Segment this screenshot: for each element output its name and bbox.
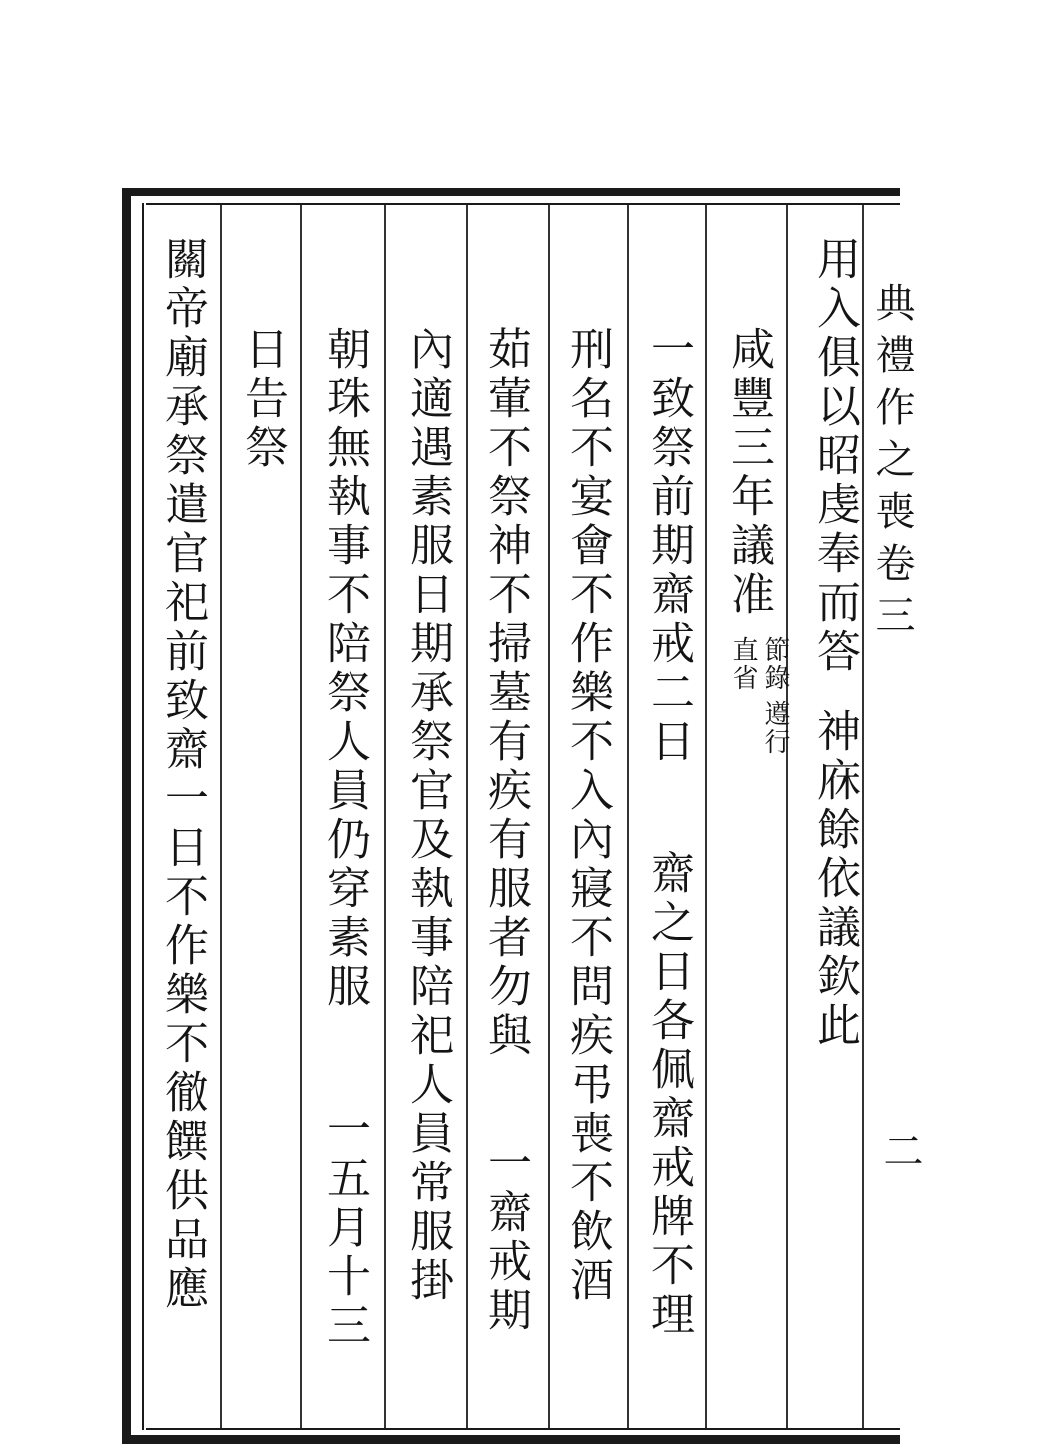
text-column-4: 刑名不宴會不作樂不入內寢不問疾弔喪不飲酒 [562, 326, 613, 1306]
text-column-8: 日告祭 [237, 326, 288, 473]
text-column-6: 內適遇素服日期承祭官及執事陪祀人員常服掛 [402, 326, 453, 1306]
inner-border-left [142, 203, 144, 1430]
column-rule [627, 205, 629, 1428]
column-rule [786, 205, 788, 1428]
column-rule [548, 205, 550, 1428]
text-column-7a: 朝珠無執事不陪祭人員仍穿素服 [319, 326, 370, 1012]
text-column-3a: 一致祭前期齋戒二日 [643, 326, 694, 767]
annotation-jielu: 節錄 [760, 636, 790, 692]
column-rule [384, 205, 386, 1428]
text-column-5a: 茹葷不祭神不掃墓有疾有服者勿與 [480, 326, 531, 1061]
text-column-1b: 神庥餘依議欽此 [809, 708, 860, 1051]
annotation-zhisheng: 直省 [728, 636, 758, 692]
text-column-2: 咸豐三年議准 [723, 326, 774, 620]
text-column-7b: 一五月十三 [319, 1106, 370, 1351]
annotation-zunxing: 遵行 [760, 700, 790, 756]
text-column-9: 關帝廟承祭遣官祀前致齋一日不作樂不徹饌供品應 [157, 236, 208, 1314]
column-rule [300, 205, 302, 1428]
folio-number: 二 [877, 1130, 923, 1175]
running-head-title: 典禮作之喪卷三 [869, 282, 915, 646]
column-rule [705, 205, 707, 1428]
text-column-3b: 齋之日各佩齋戒牌不理 [643, 850, 694, 1340]
column-rule [220, 205, 222, 1428]
text-column-5b: 一齋戒期 [480, 1140, 531, 1336]
margin-rule [862, 205, 864, 1428]
inner-border-bottom [146, 1428, 900, 1430]
text-column-1a: 用入俱以昭虔奉而答 [809, 236, 860, 677]
column-rule [466, 205, 468, 1428]
